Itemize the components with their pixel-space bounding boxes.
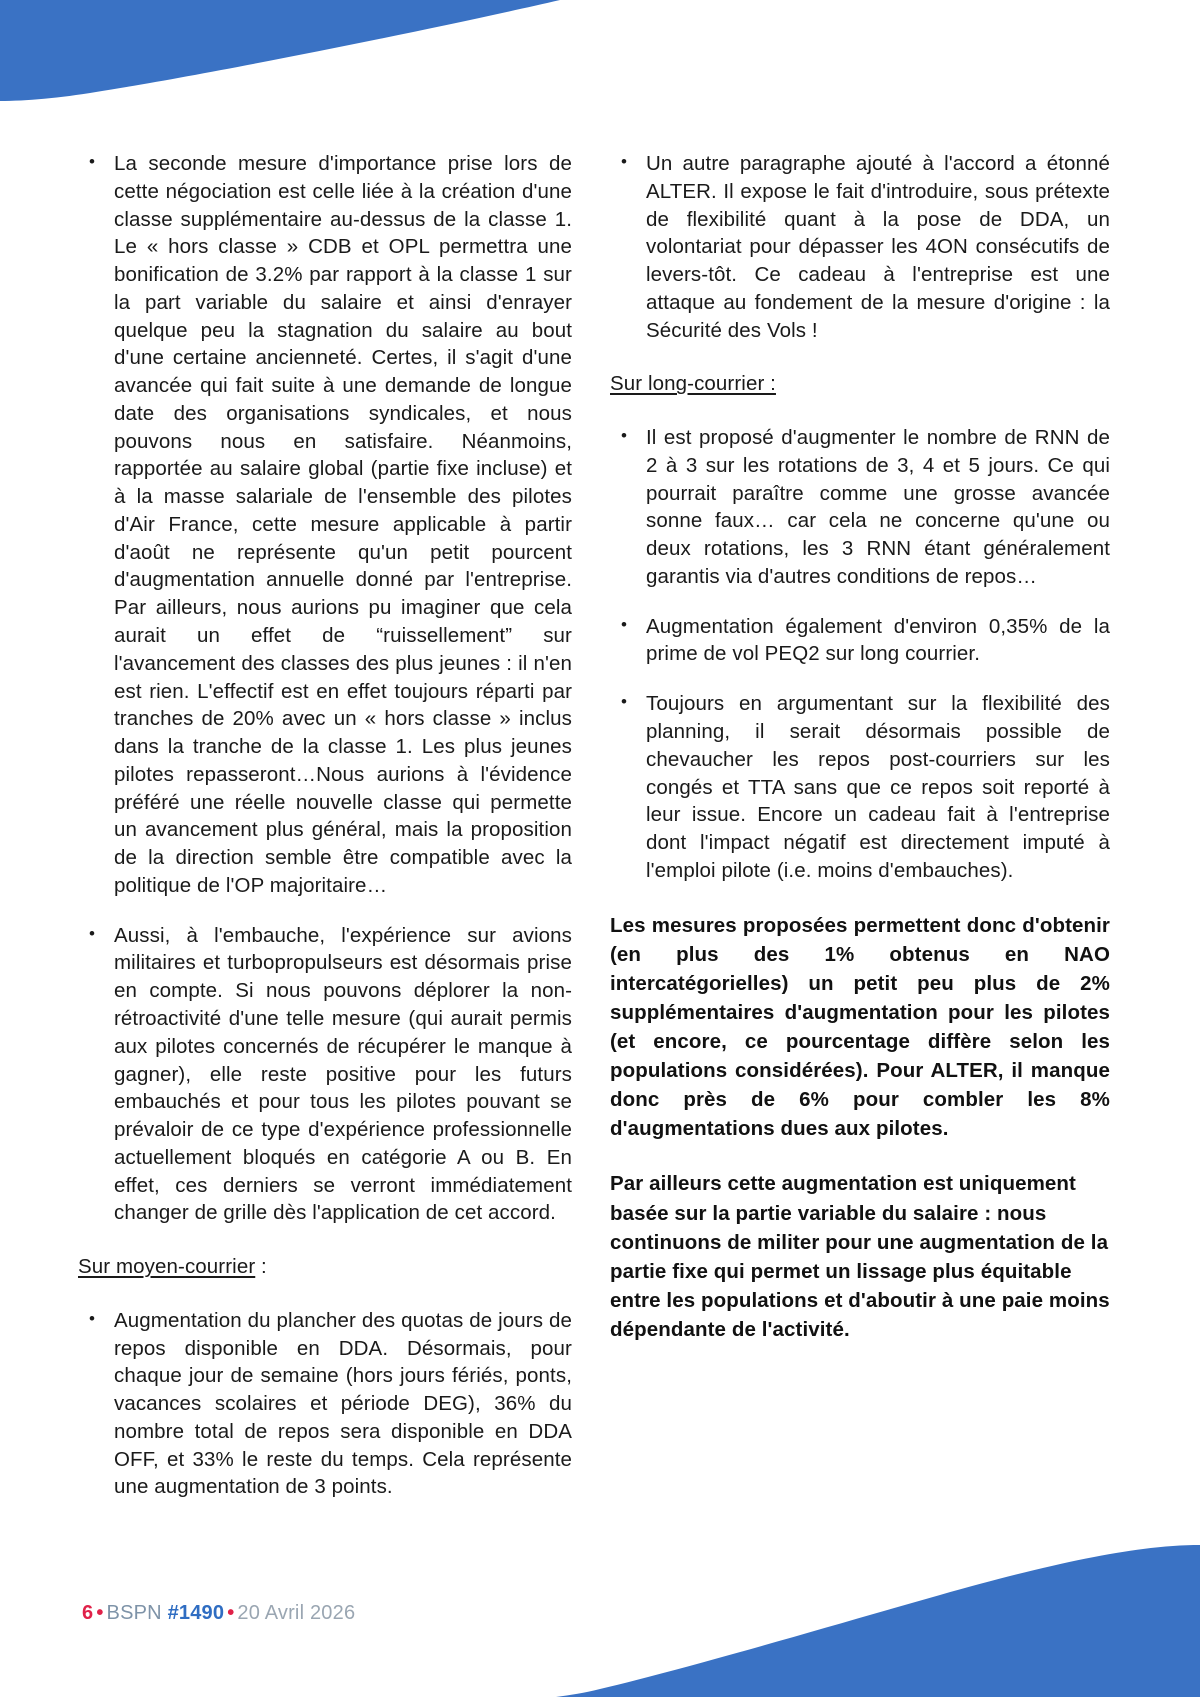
subheading-moyen-courrier <box>78 1253 572 1281</box>
footer-separator-1: • <box>96 1602 104 1624</box>
footer-page-number: 6 <box>82 1602 94 1624</box>
conclusion-paragraph-1: Les mesures proposées permettent donc d'obtenir (en plus des 1% obtenus en NAO intercatégorielles) un petit peu plus de 2% supplémentaires d'augmentation pour les pilotes (et encore, ce pourcentage diffère selon les populations considérées). Pour ALTER, il manque donc près de 6% pour combler les 8% d'augmentations dues aux pilotes. <box>610 913 1110 1141</box>
subheading-label: Sur long-courrier : <box>610 372 776 396</box>
left-bullet-list-moyen-courrier <box>78 1307 572 1501</box>
list-item: • Augmentation également d'environ 0,35% de la prime de vol PEQ2 sur long courrier. <box>610 613 1110 669</box>
left-column <box>78 150 572 1501</box>
footer-date: 20 Avril 2026 <box>237 1602 356 1624</box>
right-bullet-list-long-courrier <box>610 424 1110 884</box>
page-footer <box>82 1602 355 1625</box>
list-item: • Aussi, à l'embauche, l'expérience sur avions militaires et turbopropulseurs est désormais prise en compte. Si nous pouvons déplorer la non-rétroactivité d'une telle mesure (qui aurait permis aux pilotes concernés de récupérer le manque à gagner), elle reste positive pour les futurs embauchés et pour tous les pilotes pouvant se prévaloir de ce type d'expérience professionnelle actuellement bloqués en catégorie A ou B. En effet, ces derniers se verront immédiatement changer de grille dès l'application de cet accord. <box>78 922 572 1227</box>
list-item: • Un autre paragraphe ajouté à l'accord a étonné ALTER. Il expose le fait d'introduire, sous prétexte de flexibilité quant à la pose de DDA, un volontariat pour dépasser les 4ON consécutifs de levers-tôt. Ce cadeau à l'entreprise est une attaque au fondement de la mesure d'origine : la Sécurité des Vols ! <box>610 150 1110 344</box>
conclusion-paragraph-2: Par ailleurs cette augmentation est uniquement basée sur la partie variable du salaire : nous continuons de militer pour une augmentation de la partie fixe qui permet un lissage plus équitable entre les populations et d'aboutir à une paie moins dépendante de l'activité. <box>610 1172 1110 1342</box>
left-bullet-list <box>78 150 572 1227</box>
right-bullet-list-top <box>610 150 1110 344</box>
footer-separator-2: • <box>227 1602 235 1624</box>
footer-brand: BSPN <box>106 1602 162 1624</box>
list-item: • Augmentation du plancher des quotas de jours de repos disponible en DDA. Désormais, pour chaque jour de semaine (hors jours fériés, ponts, vacances scolaires et période DEG), 36% du nombre total de repos sera disponible en DDA OFF, et 33% le reste du temps. Cela représente une augmentation de 3 points. <box>78 1307 572 1501</box>
footer-issue-number: #1490 <box>167 1602 225 1624</box>
list-item: • La seconde mesure d'importance prise lors de cette négociation est celle liée à la création d'une classe supplémentaire au-dessus de la classe 1. Le « hors classe » CDB et OPL permettra une bonification de 3.2% par rapport à la classe 1 sur la part variable du salaire et ainsi d'enrayer quelque peu la stagnation du salaire au bout d'une certaine ancienneté. Certes, il s'agit d'une avancée qui fait suite à une demande de longue date des organisations syndicales, et nous pouvons nous en satisfaire. Néanmoins, rapportée au salaire global (partie fixe incluse) et à la masse salariale de l'ensemble des pilotes d'Air France, cette mesure applicable à partir d'août ne représente qu'un petit pourcent d'augmentation annuelle donné par l'entreprise. Par ailleurs, nous aurions pu imaginer que cela aurait un effet de “ruissellement” sur l'avancement des classes des plus jeunes : il n'en est rien. L'effectif est en effet toujours réparti par tranches de 20% avec un « hors classe » inclus dans la tranche de la classe 1. Les plus jeunes pilotes repasseront…Nous aurions à l'évidence préféré une réelle nouvelle classe qui permette un avancement plus général, mais la proposition de la direction semble être compatible avec la politique de l'OP majoritaire… <box>78 150 572 900</box>
two-column-body <box>78 150 1123 1501</box>
subheading-suffix: : <box>255 1255 267 1279</box>
subheading-label: Sur moyen-courrier <box>78 1255 256 1279</box>
right-column <box>610 150 1110 1501</box>
list-item: • Toujours en argumentant sur la flexibilité des planning, il serait désormais possible de chevaucher les repos post-courriers sur les congés et TTA sans que ce repos soit reporté à leur issue. Encore un cadeau fait à l'entreprise dont l'impact négatif est directement imputé à l'emploi pilote (i.e. moins d'embauches). <box>610 690 1110 884</box>
list-item: • Il est proposé d'augmenter le nombre de RNN de 2 à 3 sur les rotations de 3, 4 et 5 jours. Ce qui pourrait paraître comme une grosse avancée sonne faux… car cela ne concerne qu'une ou deux rotations, les 3 RNN étant généralement garantis via d'autres conditions de repos… <box>610 424 1110 591</box>
subheading-long-courrier <box>610 370 1110 398</box>
